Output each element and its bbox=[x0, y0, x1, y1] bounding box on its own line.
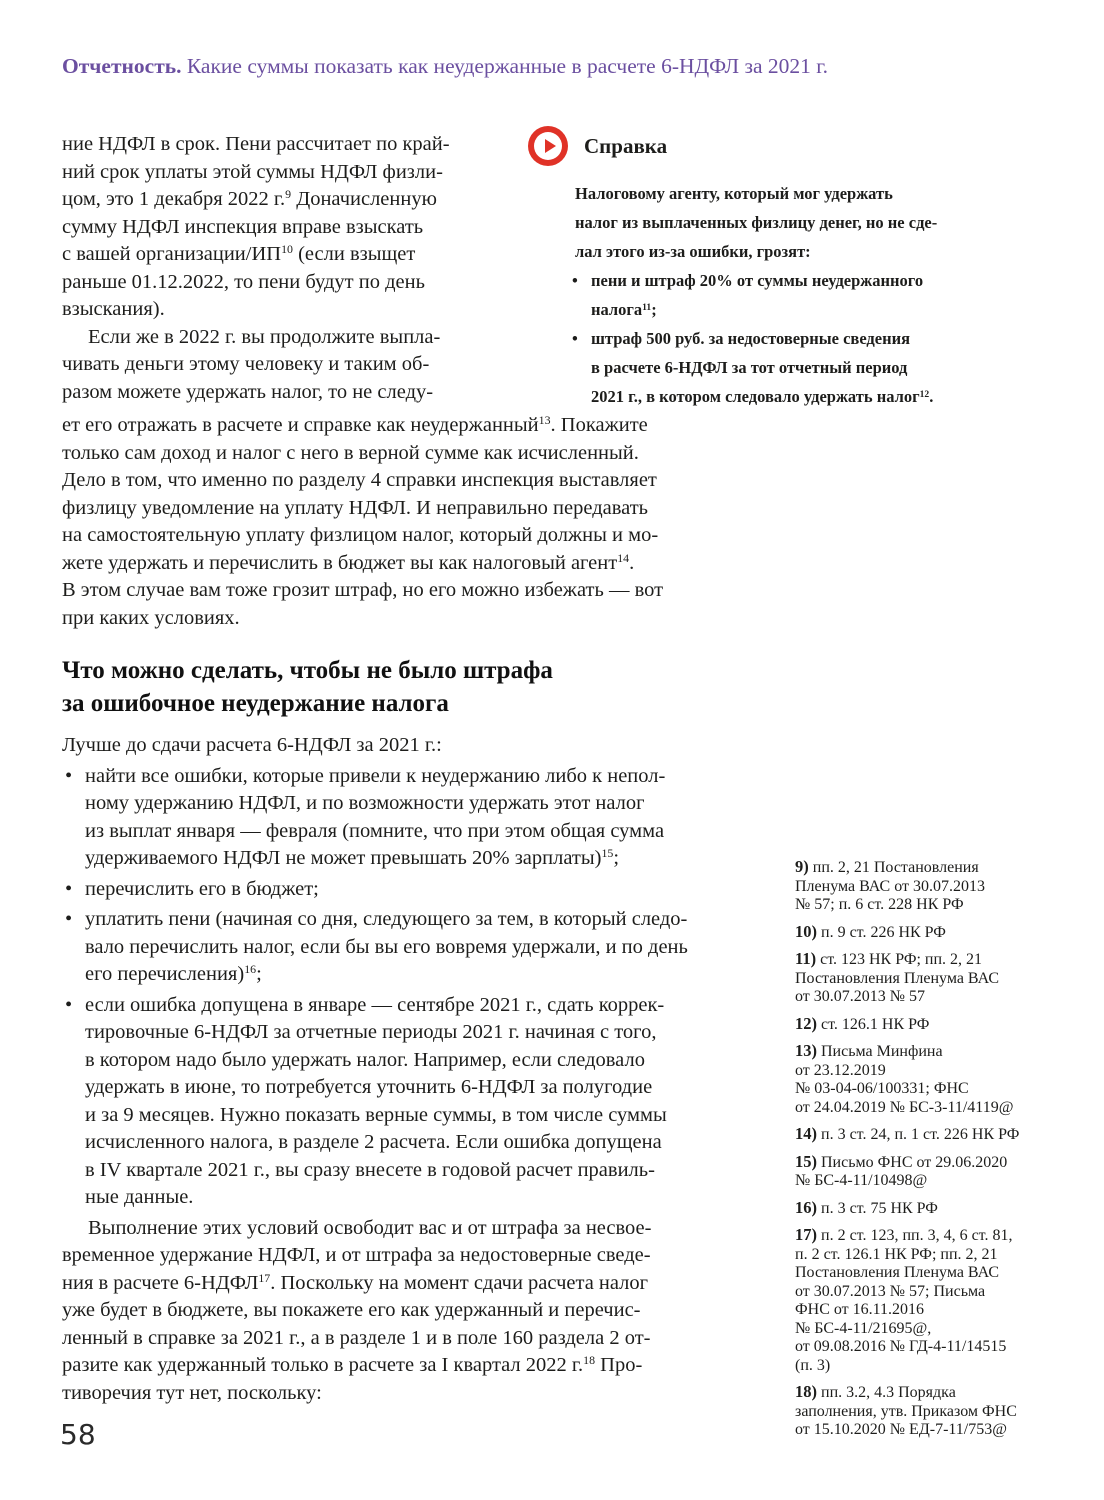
footnote bbox=[795, 858, 1067, 915]
bullet-icon: • bbox=[65, 993, 73, 1016]
footnote-reference: 12 bbox=[919, 388, 930, 400]
footnote bbox=[795, 1199, 1067, 1219]
footnote-reference: 14 bbox=[617, 550, 630, 565]
footnote-reference: 10 bbox=[281, 242, 293, 257]
list-item-text: найти все ошибки, которые привели к неудержанию либо к непол- ному удержанию НДФЛ, и по возможности удержать этот налог из выплат января — февраля (помните, что при этом общая сумма удерживаемого НДФЛ не может превышать 20% зарплаты)$^{15}$; bbox=[85, 764, 666, 869]
left-text-column bbox=[62, 131, 500, 406]
footnote-text: п. 3 ст. 75 НК РФ bbox=[821, 1199, 938, 1217]
footnote-number: 10) bbox=[795, 921, 817, 941]
list-item-text: уплатить пени (начиная со дня, следующего за тем, в который следо- вало перечислить налог, если бы вы его вовремя удержали, и по день его перечисления)$^{16}$; bbox=[85, 908, 688, 985]
footnote-text: п. 9 ст. 226 НК РФ bbox=[821, 923, 946, 941]
reference-box bbox=[528, 126, 998, 411]
list-item bbox=[62, 992, 774, 1212]
list-item bbox=[572, 324, 977, 411]
bullet-icon: • bbox=[572, 329, 578, 348]
list-item bbox=[572, 266, 977, 324]
footnote-number: 9) bbox=[795, 857, 809, 876]
footnote bbox=[795, 1042, 1067, 1117]
footnote-number: 14) bbox=[795, 1124, 817, 1143]
footnote-number: 17) bbox=[795, 1225, 817, 1244]
list-item-text: если ошибка допущена в январе — сентябре 2021 г., сдать коррек- тировочные 6-НДФЛ за отчетные периоды 2021 г. начиная с того, в котором надо было удержать налог. Например, если следовало удержать в июне, то потребуется уточнить 6-НДФЛ за полугодие и за 9 месяцев. Нужно показать верные суммы, в том числе суммы исчисленного налога, в разделе 2 расчета. Если ошибка допущена в IV квартале 2021 г., вы сразу внесете в годовой расчет правиль- ные данные. bbox=[85, 993, 667, 1208]
footnote bbox=[795, 1015, 1067, 1035]
running-title: Какие суммы показать как неудержанные в расчете 6-НДФЛ за 2021 г. bbox=[186, 54, 829, 78]
footnote-number: 15) bbox=[795, 1151, 817, 1171]
list-item bbox=[62, 906, 774, 989]
play-circle-icon bbox=[528, 126, 568, 166]
rubric-label: Отчетность. bbox=[62, 54, 182, 78]
reference-box-body bbox=[572, 179, 977, 411]
footnote-text: Письма Минфина от 23.12.2019 № 03-04-06/100331; ФНС от 24.04.2019 № БС-3-11/4119@ bbox=[795, 1043, 1014, 1116]
footnote-reference: 18 bbox=[583, 1353, 596, 1368]
footnote-text: пп. 2, 21 Постановления Пленума ВАС от 30.07.2013 № 57; п. 6 ст. 228 НК РФ bbox=[795, 859, 985, 913]
section-heading: Что можно сделать, чтобы не было штрафа за ошибочное неудержание налога bbox=[62, 657, 553, 717]
footnote-text: ст. 126.1 НК РФ bbox=[821, 1015, 930, 1033]
footnote-number: 11) bbox=[795, 949, 817, 968]
footnote-number: 13) bbox=[795, 1041, 817, 1060]
footnote-reference: 16 bbox=[244, 962, 257, 977]
play-triangle-icon bbox=[545, 139, 556, 153]
list-item bbox=[62, 763, 774, 873]
list-item-text: пени и штраф 20% от суммы неудержанного налога$^{11}$; bbox=[591, 271, 924, 319]
footnote-reference: 17 bbox=[258, 1270, 271, 1285]
footnote-reference: 11 bbox=[642, 301, 652, 313]
reference-box-title: Справка bbox=[584, 133, 668, 158]
footnote bbox=[795, 950, 1067, 1007]
footnote-text: ст. 123 НК РФ; пп. 2, 21 Постановления Пленума ВАС от 30.07.2013 № 57 bbox=[795, 951, 1000, 1005]
page-header bbox=[62, 52, 1052, 80]
footnote-reference: 15 bbox=[601, 846, 614, 861]
list-item-text: штраф 500 руб. за недостоверные сведения в расчете 6-НДФЛ за тот отчетный период 2021 г., в котором следовало удержать налог$^{12}$. bbox=[591, 329, 934, 406]
body-paragraph: Выполнение этих условий освободит вас и от штрафа за несвое- временное удержание НДФЛ, и от штрафа за недостоверные сведе- ния в расчете 6-НДФЛ$^{17}$. Поскольку на момент сдачи расчета налог уже будет в бюджете, вы покажете его как удержанный и перечис- ленный в справке за 2021 г., а в разделе 1 и в поле 160 раздела 2 от- разите как удержанный только в расчете за I квартал 2022 г.$^{18}$ Про- тиворечия тут нет, поскольку: bbox=[62, 1216, 652, 1404]
footnote-text: п. 3 ст. 24, п. 1 ст. 226 НК РФ bbox=[821, 1126, 1020, 1143]
footnotes-sidebar bbox=[795, 858, 1067, 1448]
list-intro: Лучше до сдачи расчета 6-НДФЛ за 2021 г.: bbox=[62, 734, 442, 756]
main-text-column bbox=[62, 412, 774, 1407]
footnote bbox=[795, 923, 1067, 943]
reference-intro: Налоговому агенту, который мог удержать налог из выплаченных физлицу денег, но не сде- лал этого из-за ошибки, грозят: bbox=[575, 184, 938, 261]
footnote-reference: 9 bbox=[285, 187, 292, 202]
body-paragraph: Если же в 2022 г. вы продолжите выпла- чивать деньги этому человеку и таким об- разом можете удержать налог, то не следу- bbox=[62, 325, 441, 403]
footnote-number: 16) bbox=[795, 1197, 817, 1217]
reference-box-header bbox=[528, 126, 998, 166]
body-paragraph: ет его отражать в расчете и справке как неудержанный$^{13}$. Покажите только сам доход и налог с него в верной сумме как исчисленный. Дело в том, что именно по разделу 4 справки инспекция выставляет физлицу уведомление на уплату НДФЛ. И неправильно передавать на самостоятельную уплату физлицом налог, который должны и мо- жете удержать и перечислить в бюджет вы как налоговый агент$^{14}$. В этом случае вам тоже грозит штраф, но его можно избежать — вот при каких условиях. bbox=[62, 413, 664, 629]
list-item-text: перечислить его в бюджет; bbox=[85, 877, 319, 900]
footnote-number: 18) bbox=[795, 1382, 817, 1401]
footnote-reference: 13 bbox=[538, 413, 551, 428]
footnote-text: п. 2 ст. 123, пп. 3, 4, 6 ст. 81, п. 2 ст. 126.1 НК РФ; пп. 2, 21 Постановления Пленума ВАС от 30.07.2013 № 57; Письма ФНС от 16.11.2016 № БС-4-11/21695@, от 09.08.2016 № ГД-4-11/14515 (п. 3) bbox=[795, 1227, 1013, 1374]
body-paragraph: ние НДФЛ в срок. Пени рассчитает по край- ний срок уплаты этой суммы НДФЛ физли- цом, это 1 декабря 2022 г.$^9$ Доначисленную сумму НДФЛ инспекция вправе взыскать с вашей организации/ИП$^{10}$ (если взыщет раньше 01.12.2022, то пени будут по день взыскания). bbox=[62, 133, 450, 320]
footnote bbox=[795, 1125, 1067, 1145]
bullet-icon: • bbox=[65, 877, 73, 900]
footnote-number: 12) bbox=[795, 1013, 817, 1033]
footnote-text: Письмо ФНС от 29.06.2020 № БС-4-11/10498@ bbox=[795, 1153, 1008, 1189]
footnote-text: пп. 3.2, 4.3 Порядка заполнения, утв. Приказом ФНС от 15.10.2020 № ЕД-7-11/753@ bbox=[795, 1384, 1017, 1438]
footnote bbox=[795, 1153, 1067, 1191]
page-number: 58 bbox=[60, 1418, 96, 1451]
footnote bbox=[795, 1226, 1067, 1375]
list-item bbox=[62, 876, 774, 904]
bullet-icon: • bbox=[572, 271, 578, 290]
bullet-icon: • bbox=[65, 908, 73, 930]
footnote bbox=[795, 1383, 1067, 1440]
bullet-icon: • bbox=[65, 764, 73, 787]
